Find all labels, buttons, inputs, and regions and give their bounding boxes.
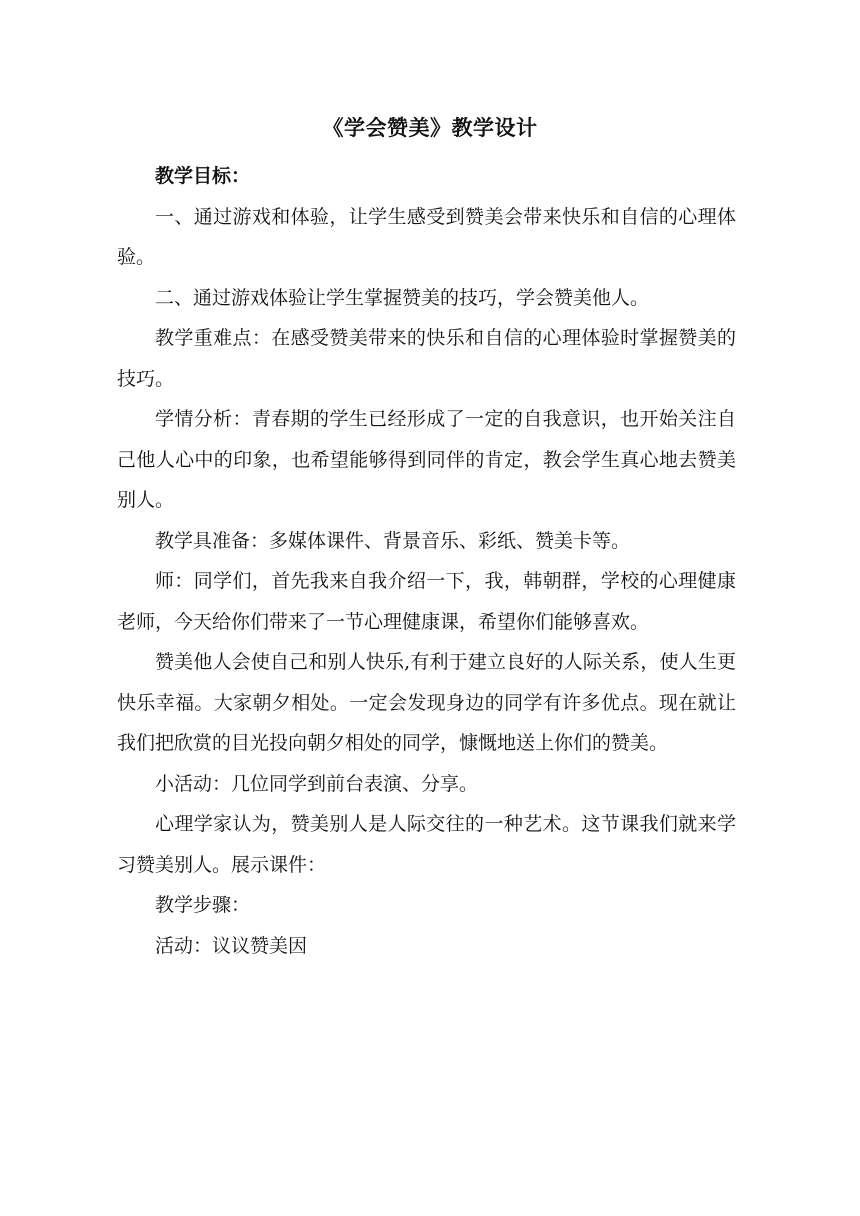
paragraph-teaching-steps: 教学步骤：	[155, 894, 251, 916]
paragraph-activity: 活动：议议赞美因	[155, 934, 308, 957]
paragraph-materials: 教学具准备：多媒体课件、背景音乐、彩纸、赞美卡等。	[155, 529, 631, 552]
paragraph-small-activity: 小活动：几位同学到前台表演、分享。	[155, 772, 479, 795]
paragraph-goal-2: 二、通过游戏体验让学生掌握赞美的技巧，学会赞美他人。	[155, 286, 650, 309]
document-body	[117, 156, 736, 966]
paragraph-psychologist-view: 心理学家认为，赞美别人是人际交往的一种艺术。这节课我们就来学习赞美别人。展示课件：	[117, 813, 736, 876]
section-heading-teaching-goals: 教学目标：	[155, 165, 251, 187]
paragraph-key-difficulties: 教学重难点：在感受赞美带来的快乐和自信的心理体验时掌握赞美的技巧。	[117, 327, 736, 390]
document-title: 《学会赞美》教学设计	[322, 115, 538, 140]
paragraph-goal-1: 一、通过游戏和体验，让学生感受到赞美会带来快乐和自信的心理体验。	[117, 205, 736, 268]
paragraph-teacher-intro: 师：同学们，首先我来自我介绍一下，我，韩朝群，学校的心理健康老师，今天给你们带来了一节心理健康课，希望你们能够喜欢。	[117, 570, 736, 633]
paragraph-learner-analysis: 学情分析：青春期的学生已经形成了一定的自我意识，也开始关注自己他人心中的印象，也希望能够得到同伴的肯定，教会学生真心地去赞美别人。	[117, 408, 736, 511]
paragraph-praise-benefits: 赞美他人会使自己和别人快乐,有利于建立良好的人际关系，使人生更快乐幸福。大家朝夕相处。一定会发现身边的同学有许多优点。现在就让我们把欣赏的目光投向朝夕相处的同学，慷慨地送上你们的赞美。	[117, 651, 736, 754]
